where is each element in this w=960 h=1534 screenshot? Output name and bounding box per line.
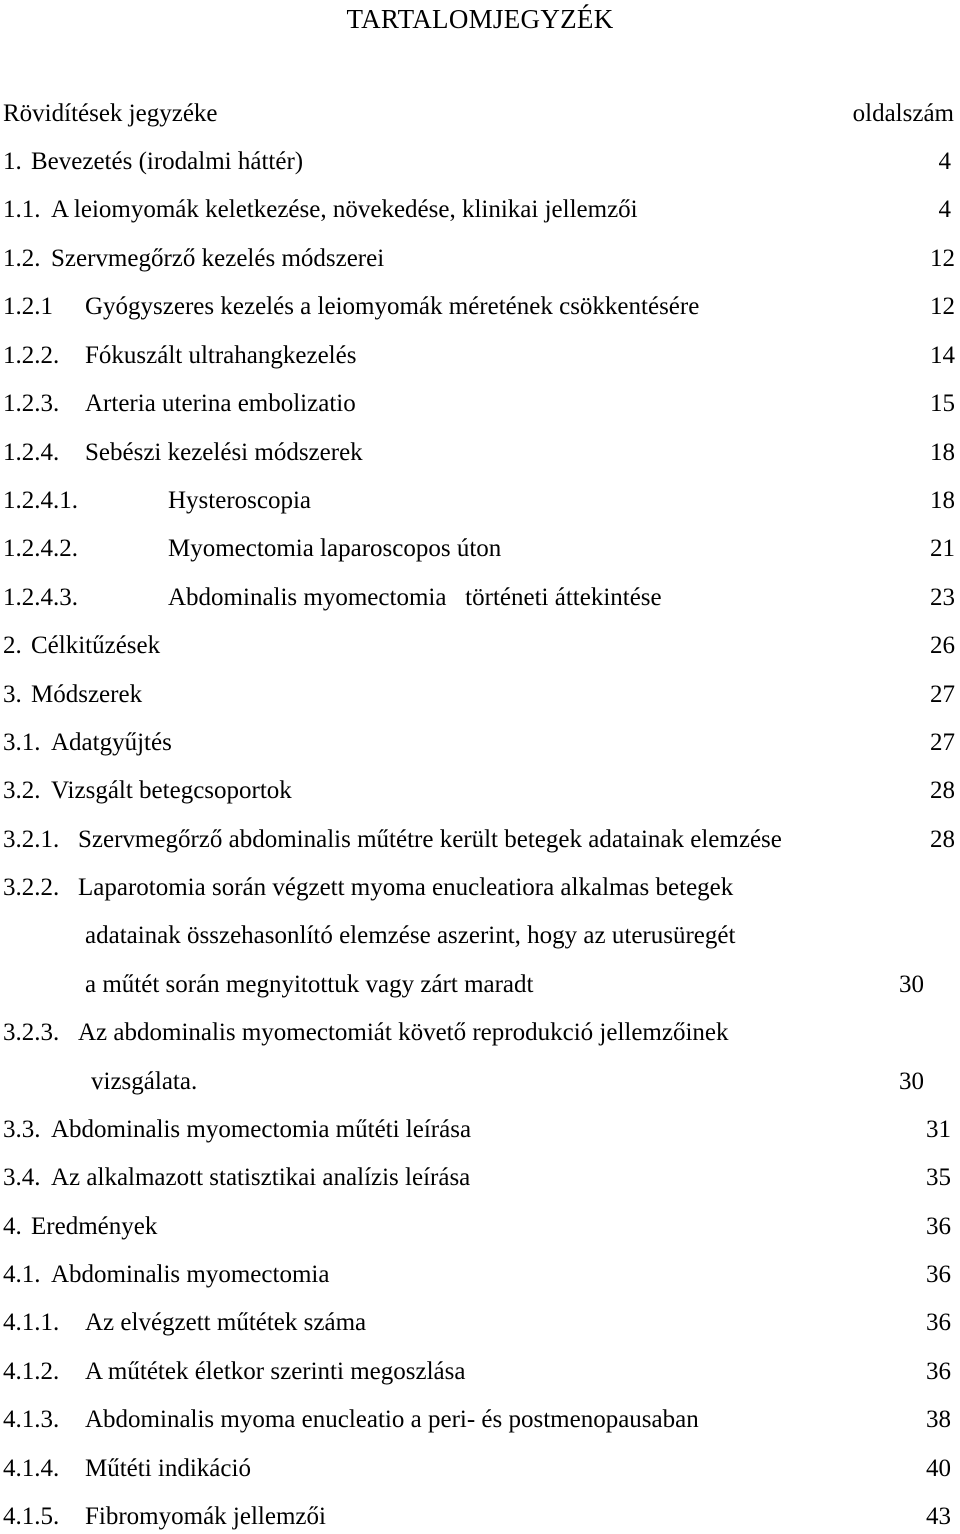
toc-entry-title: Fókuszált ultrahangkezelés: [85, 342, 357, 369]
toc-entry-title: Abdominalis myomectomia műtéti leírása: [51, 1116, 472, 1143]
toc-entry-title: A műtétek életkor szerinti megoszlása: [85, 1358, 466, 1385]
toc-entry: [0, 1161, 960, 1195]
toc-entry-number: 1.2.4.3.: [3, 584, 78, 611]
toc-entry-page: 26: [930, 632, 955, 659]
toc-entry-number: 1.1.: [3, 196, 41, 223]
toc-entry-page: 18: [930, 487, 955, 514]
toc-entry-page: 30: [899, 1068, 924, 1095]
toc-entry-number: 4.1.2.: [3, 1358, 60, 1385]
toc-entry-page: 21: [930, 535, 955, 562]
toc-entry-number: 1.2.: [3, 245, 41, 272]
toc-entry-number: 2.: [3, 632, 22, 659]
toc-entry-title: Szervmegőrző kezelés módszerei: [51, 245, 385, 272]
toc-entry: [0, 387, 960, 421]
toc-entry: [0, 678, 960, 712]
toc-entry-number: 4.1.4.: [3, 1455, 60, 1482]
toc-entry-title: A leiomyomák keletkezése, növekedése, klinikai jellemzői: [51, 196, 638, 223]
toc-entry-title: Abdominalis myomectomia történeti áttekintése: [168, 584, 662, 611]
toc-entry: [0, 290, 960, 324]
toc-entry-number: 1.: [3, 148, 22, 175]
toc-entry-page: 23: [930, 584, 955, 611]
toc-entry-number: 1.2.1: [3, 293, 53, 320]
toc-entry-number: 3.1.: [3, 729, 41, 756]
toc-entry: [0, 774, 960, 808]
toc-entry-page: 36: [926, 1309, 951, 1336]
toc-entry: [0, 436, 960, 470]
toc-entry: [0, 726, 960, 760]
toc-header-row: [0, 97, 960, 131]
toc-entry: [0, 1065, 960, 1099]
toc-entry-page: 14: [930, 342, 955, 369]
toc-entry: [0, 581, 960, 615]
toc-entry-number: 1.2.4.1.: [3, 487, 78, 514]
toc-entry-title: Módszerek: [31, 681, 143, 708]
toc-entry-page: 4: [938, 148, 951, 175]
toc-entry-number: 3.2.1.: [3, 826, 60, 853]
toc-entry-title: Abdominalis myoma enucleatio a peri- és postmenopausaban: [85, 1406, 699, 1433]
toc-entry-page: 43: [926, 1503, 951, 1530]
toc-entry: [0, 1016, 960, 1050]
page-number-heading: oldalszám: [852, 100, 954, 127]
toc-entry-title: Sebészi kezelési módszerek: [85, 439, 363, 466]
toc-entry-number: 4.1.1.: [3, 1309, 60, 1336]
abbreviations-label: Rövidítések jegyzéke: [3, 100, 218, 127]
toc-entry-title: Szervmegőrző abdominalis műtétre került betegek adatainak elemzése: [78, 826, 782, 853]
toc-entry-number: 4.: [3, 1213, 22, 1240]
toc-entry-page: 4: [938, 196, 951, 223]
toc-entry-title: Arteria uterina embolizatio: [85, 390, 356, 417]
toc-entry-number: 3.2.: [3, 777, 41, 804]
toc-entry: [0, 871, 960, 905]
toc-entry-page: 12: [930, 245, 955, 272]
toc-entry-page: 36: [926, 1358, 951, 1385]
toc-entry-title: Hysteroscopia: [168, 487, 312, 514]
toc-entry-number: 3.2.2.: [3, 874, 60, 901]
toc-entry-title: Vizsgált betegcsoportok: [51, 777, 292, 804]
toc-entry-number: 4.1.: [3, 1261, 41, 1288]
toc-entry-number: 3.2.3.: [3, 1019, 60, 1046]
toc-entry-title: Az elvégzett műtétek száma: [85, 1309, 367, 1336]
toc-entry-number: 4.1.5.: [3, 1503, 60, 1530]
toc-entry: [0, 629, 960, 663]
toc-entry-number: 3.: [3, 681, 22, 708]
toc-entry-page: 28: [930, 826, 955, 853]
toc-entry-title: Célkitűzések: [31, 632, 161, 659]
toc-entry-title: Az alkalmazott statisztikai analízis leírása: [51, 1164, 471, 1191]
toc-entry: [0, 193, 960, 227]
toc-entry-page: 38: [926, 1406, 951, 1433]
toc-entry-page: 35: [926, 1164, 951, 1191]
toc-entry: [0, 1355, 960, 1389]
toc-entry: [0, 968, 960, 1002]
toc-entry-page: 40: [926, 1455, 951, 1482]
toc-entry-number: 3.4.: [3, 1164, 41, 1191]
toc-entry-number: 4.1.3.: [3, 1406, 60, 1433]
page-title: TARTALOMJEGYZÉK: [346, 4, 614, 34]
toc-entry-page: 31: [926, 1116, 951, 1143]
toc-entry: [0, 145, 960, 179]
toc-entry-page: 12: [930, 293, 955, 320]
toc-entry: [0, 339, 960, 373]
toc-entry: [0, 1306, 960, 1340]
toc-entry-number: 1.2.4.2.: [3, 535, 78, 562]
toc-entry-page: 30: [899, 971, 924, 998]
toc-entry-number: 1.2.3.: [3, 390, 60, 417]
toc-entry: [0, 1452, 960, 1486]
toc-entry: [0, 823, 960, 857]
toc-entry-page: 15: [930, 390, 955, 417]
toc-entry-title: Fibromyomák jellemzői: [85, 1503, 326, 1530]
toc-entry-title: adatainak összehasonlító elemzése aszerint, hogy az uterusüregét: [85, 922, 736, 949]
toc-entry-title: Abdominalis myomectomia: [51, 1261, 330, 1288]
toc-entry-page: 36: [926, 1213, 951, 1240]
toc-entry: [0, 1403, 960, 1437]
toc-entry-page: 18: [930, 439, 955, 466]
toc-entry: [0, 484, 960, 518]
toc-entry-page: 27: [930, 681, 955, 708]
toc-entry-title: Laparotomia során végzett myoma enucleatiora alkalmas betegek: [78, 874, 734, 901]
toc-entry: [0, 532, 960, 566]
toc-entry: [0, 1113, 960, 1147]
toc-entry-title: Az abdominalis myomectomiát követő reprodukció jellemzőinek: [78, 1019, 729, 1046]
toc-entry-title: Gyógyszeres kezelés a leiomyomák méretének csökkentésére: [85, 293, 700, 320]
toc-entry-title: a műtét során megnyitottuk vagy zárt maradt: [85, 971, 534, 998]
toc-entry-number: 1.2.4.: [3, 439, 60, 466]
toc-entry-title: Myomectomia laparoscopos úton: [168, 535, 502, 562]
toc-entry-page: 27: [930, 729, 955, 756]
toc-entry-title: Eredmények: [31, 1213, 158, 1240]
toc-entry-title: Műtéti indikáció: [85, 1455, 251, 1482]
toc-entry: [0, 1500, 960, 1534]
toc-entry: [0, 242, 960, 276]
toc-entry: [0, 1258, 960, 1292]
toc-entry-title: vizsgálata.: [91, 1068, 198, 1095]
toc-entry-page: 28: [930, 777, 955, 804]
toc-entry-title: Adatgyűjtés: [51, 729, 172, 756]
toc-entry: [0, 1210, 960, 1244]
toc-entry-number: 3.3.: [3, 1116, 41, 1143]
toc-entry: [0, 919, 960, 953]
toc-entry-number: 1.2.2.: [3, 342, 60, 369]
toc-entry-title: Bevezetés (irodalmi háttér): [31, 148, 304, 175]
toc-entry-page: 36: [926, 1261, 951, 1288]
